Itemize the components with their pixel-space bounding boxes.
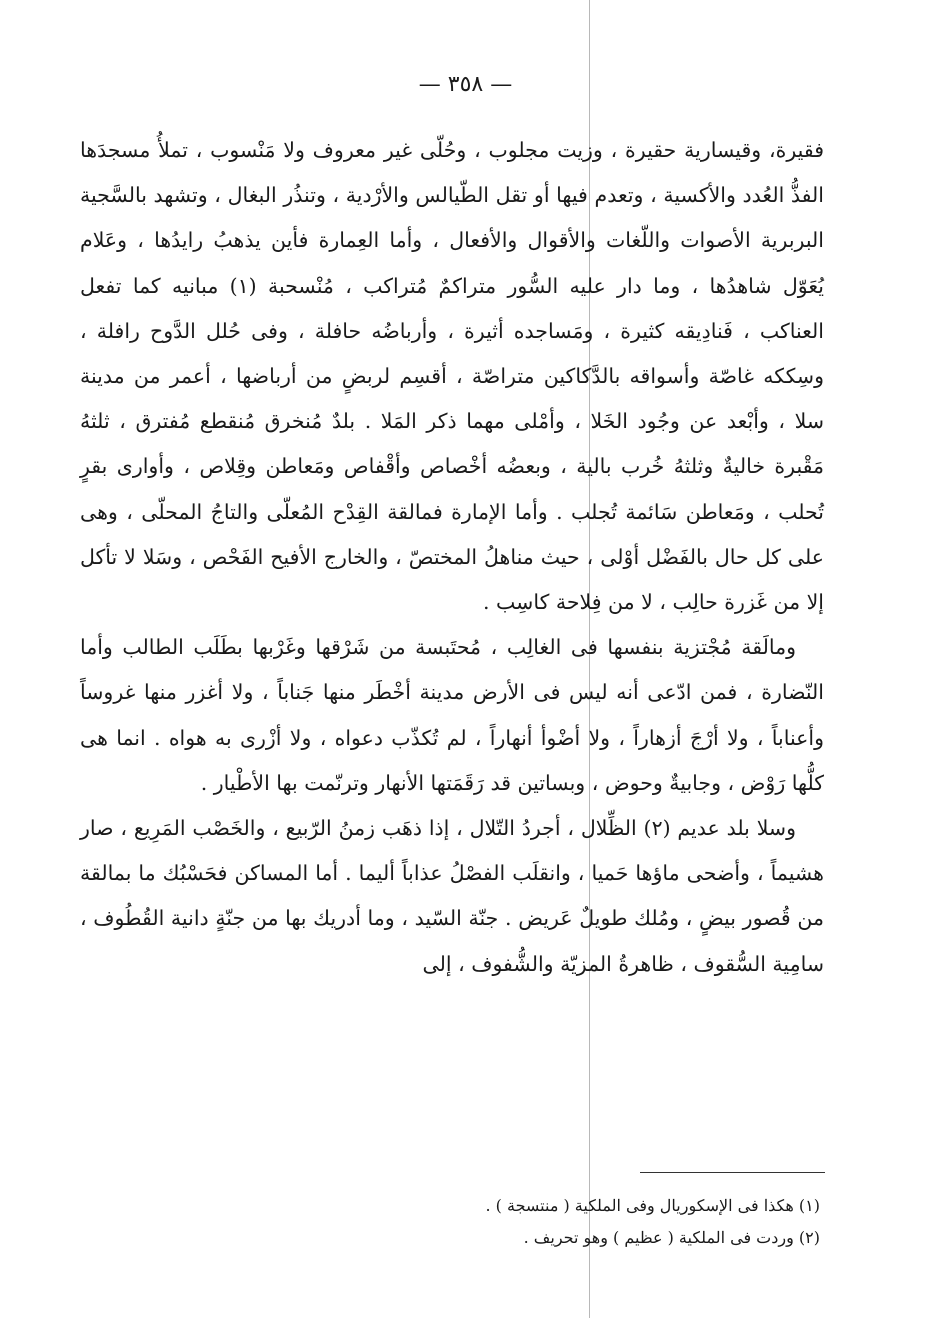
page-number: — ٣٥٨ —: [418, 72, 513, 97]
paragraph-1: فقيرة، وقيسارية حقيرة ، وزيت مجلوب ، وحُلّى غير معروف ولا مَنْسوب ، تملأُ مسجدَها الفذُّ العُدد والأكسية ، وتعدم فيها أو تقل الطّيالس والأرْدية ، وتنذُر البغال ، وتشهد بالسَّجية البربرية الأصوات واللّغات والأقوال والأفعال ، وأما العِمارة فأين يذهبُ رايدُها ، وعَلام يُعَوّل شاهدُها ، وما دار عليه السُّور متراكمٌ مُتراكب ، مُنْسحبة (١) مبانيه كما تفعل العناكب ، فَنادِيقه كثيرة ، ومَساجده أثيرة ، وأرباضُه حافلة ، وفى حُلل الدَّوح رافلة ، وسِككه غاصّة وأسواقه بالدَّكاكين متراصّة ، أقسِم لربضٍ من أرباضها ، أعمر من مدينة سلا ، وأبْعد عن وجُود الخَلا ، وأمْلى مهما ذكر المَلا . بلدٌ مُنخرق مُنقطع مُفترق ، ثلثهُ مَقْبرة خاليةٌ وثلثهُ خُرب بالية ، وبعضُه أخْصاص وأقْفاص ومَعاطن وقِلاص ، وأوارى بقرٍ تُحلب ، ومَعاطن سَائمة تُجلب . وأما الإمارة فمالقة القِدْح المُعلّى والتاجُ المحلّى ، وهى على كل حال بالفَضْل أوْلى ، حيث مناهلُ المختصّ ، والخارج الأفيح الفَحْص ، وسَلا لا تأكل إلا من غَزرة حالِب ، لا من فِلاحة كاسِب .: [80, 138, 824, 615]
paragraph-3: وسلا بلد عديم (٢) الظِّلال ، أجردُ التّلال ، إذا ذهَب زمنُ الرّبيع ، والخَصْب المَرِيع ، صار هشيماً ، وأضحى ماؤها حَميا ، وانقلَب الفصْلُ عذاباً أليما . أما المساكن فحَسْبُك ما بمالقة من قُصور بيضٍ ، ومُلك طويلٌ عَريض . جنّة السّيد ، وما أدريك بها من جنّةٍ دانية القُطُوف ، سامِية السُّقوف ، ظاهرةُ المزيّة والشُّفوف ، إلى: [80, 816, 824, 976]
footnotes: [400, 1190, 820, 1254]
main-text: [80, 128, 824, 987]
footnote-1: (١) هكذا فى الإسكوريال وفى الملكية ( منتسجة ) .: [485, 1196, 820, 1215]
paragraph-2: ومالَقة مُجْتزية بنفسها فى الغالِب ، مُحتَبسة من شَرْقها وغَرْبها بطَلَب الطالب وأما النّضارة ، فمن ادّعى أنه ليس فى الأرض مدينة أخْطَر منها جَناباً ، ولا أغزر منها غروساً وأعناباً ، ولا أرْجَ أزهاراً ، ولا أضْوأ أنهاراً ، لم تُكذّب دعواه ، ولا أزْرى به هواه . انما هى كلُّها رَوْض ، وجابيةٌ وحوض ، وبساتين قد رَقَمَتها الأنهار وترنّمت بها الأطْيار .: [80, 635, 824, 795]
footnote-divider: [640, 1172, 825, 1173]
footnote-2: (٢) وردت فى الملكية ( عظيم ) وهو تحريف .: [523, 1228, 820, 1247]
